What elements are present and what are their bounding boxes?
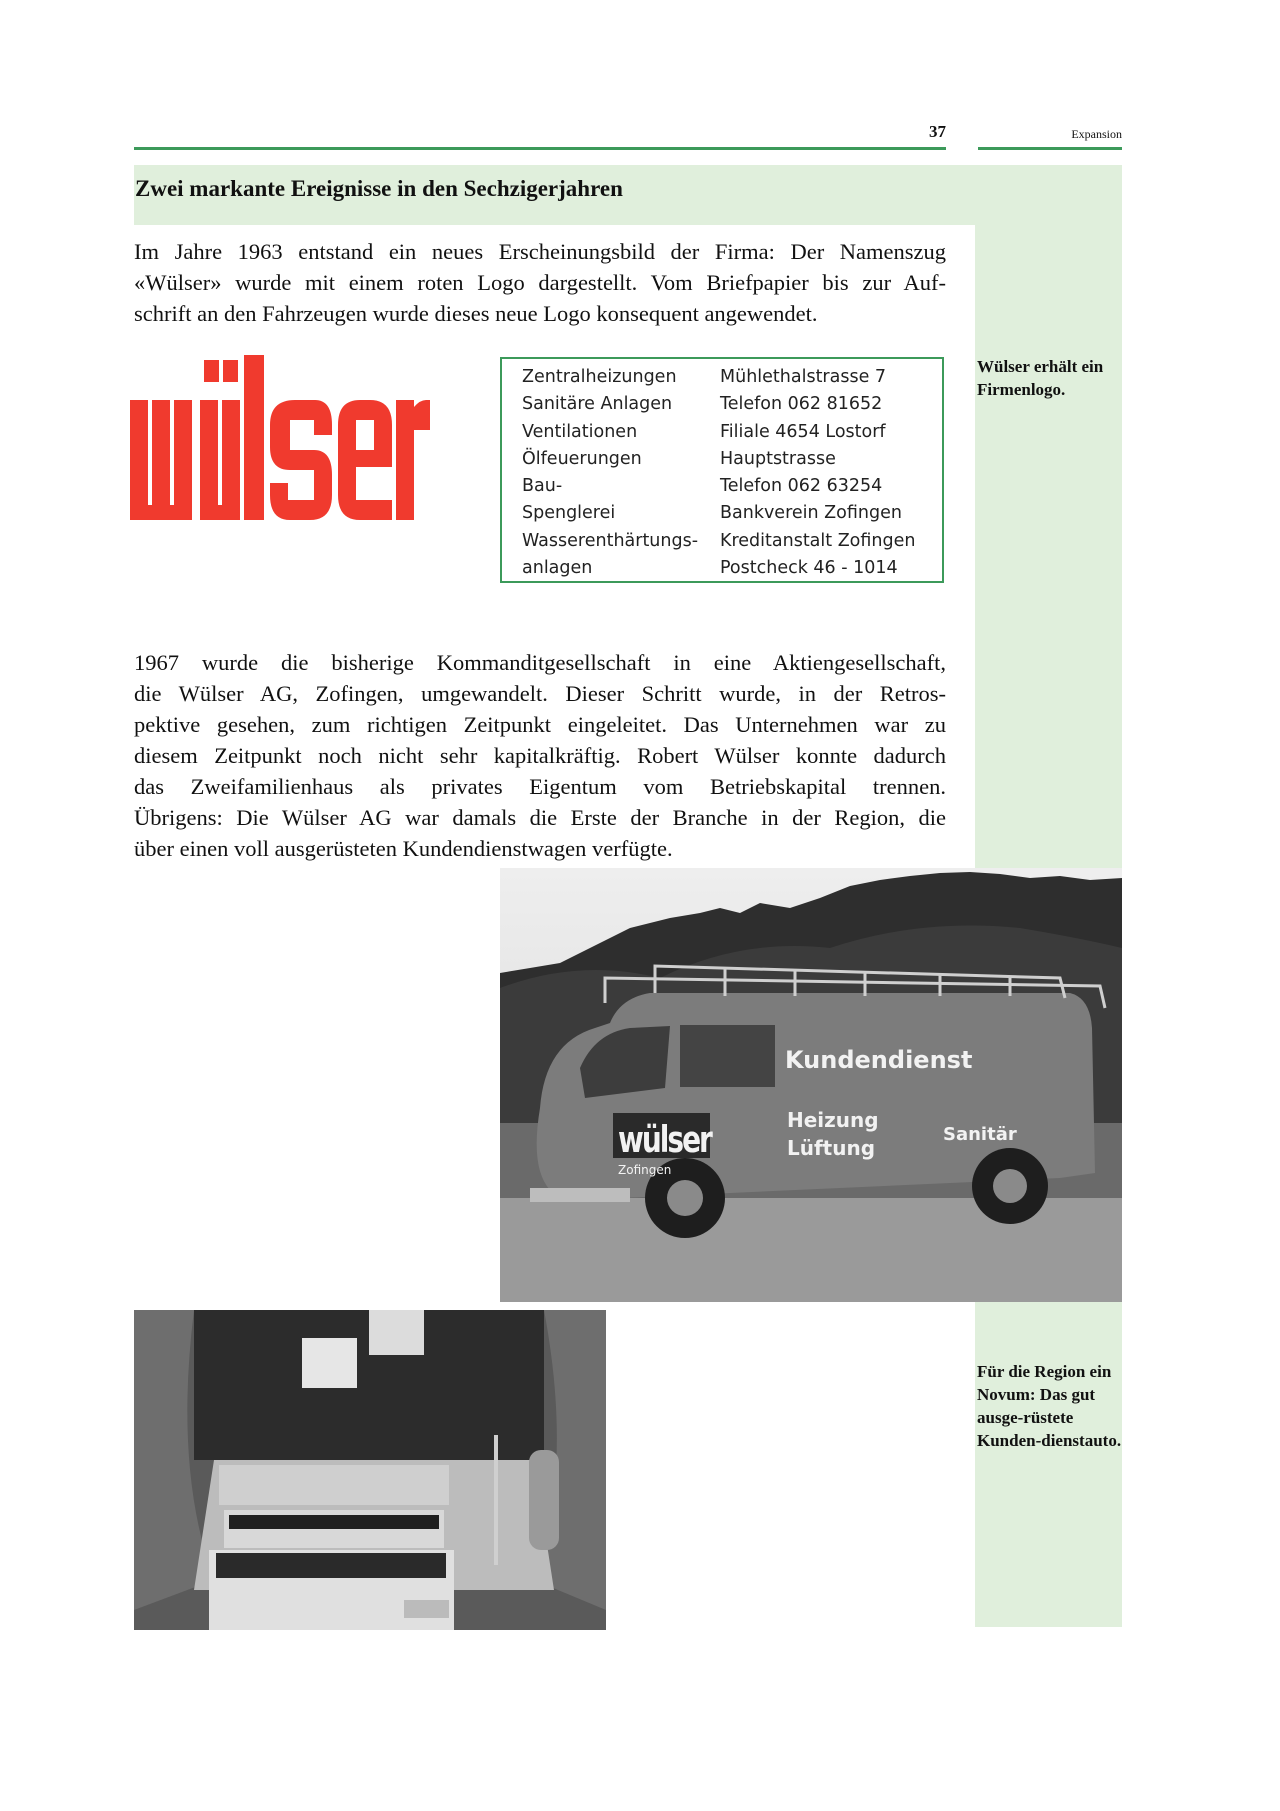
text-line: pektive gesehen, zum richtigen Zeitpunkt eingeleitet. Das Unternehmen war zu xyxy=(134,712,946,737)
service-item: anlagen xyxy=(522,558,593,579)
text-line: die Wülser AG, Zofingen, umgewandelt. Dieser Schritt wurde, in der Retros- xyxy=(134,681,946,706)
service-item: Ventilationen xyxy=(522,421,638,442)
text-line: Übrigens: Die Wülser AG war damals die Erste der Branche in der Region, die xyxy=(134,805,946,830)
text-line: diesem Zeitpunkt noch nicht sehr kapitalkräftig. Robert Wülser konnte dadurch xyxy=(134,743,946,768)
header-rule-side xyxy=(978,147,1122,150)
running-head: Expansion xyxy=(1071,127,1122,141)
service-item: Bau- xyxy=(522,476,563,497)
contact-item: Kreditanstalt Zofingen xyxy=(720,530,916,551)
contact-item: Filiale 4654 Lostorf xyxy=(720,421,886,442)
van-door-logo: wülser xyxy=(618,1118,711,1161)
contact-item: Bankverein Zofingen xyxy=(720,503,902,524)
contact-item: Telefon 062 81652 xyxy=(720,394,883,415)
van-door-subtitle: Zofingen xyxy=(618,1163,672,1177)
sidebar-band-top xyxy=(975,225,1122,868)
logo-graphic xyxy=(130,355,430,520)
letterhead-box xyxy=(500,357,944,583)
text-line: Im Jahre 1963 entstand ein neues Erscheinungsbild der Firma: Der Namenszug xyxy=(134,239,946,264)
service-item: Spenglerei xyxy=(522,503,616,524)
text-line: schrift an den Fahrzeugen wurde dieses neue Logo konsequent angewendet. xyxy=(134,301,818,326)
paragraph-intro xyxy=(134,236,946,329)
service-item: Ölfeuerungen xyxy=(522,448,642,469)
van-photo xyxy=(500,868,1122,1302)
contact-item: Mühlethalstrasse 7 xyxy=(720,367,887,387)
caption-logo: Wülser erhält ein Firmenlogo. xyxy=(977,357,1104,399)
contact-item: Postcheck 46 - 1014 xyxy=(720,558,898,579)
text-line: «Wülser» wurde mit einem roten Logo dargestellt. Vom Briefpapier bis zur Auf- xyxy=(134,270,946,295)
interior-photo-graphic xyxy=(134,1310,606,1630)
van-side-line-2: Lüftung xyxy=(787,1136,876,1160)
paragraph-ag xyxy=(134,647,946,864)
interior-photo xyxy=(134,1310,606,1630)
van-side-line-1: Heizung xyxy=(787,1108,879,1132)
van-side-right: Sanitär xyxy=(943,1124,1017,1145)
page-number: 37 xyxy=(929,122,946,141)
caption-van: Für die Region ein Novum: Das gut ausge-rüstete Kunden-dienstauto. xyxy=(977,1362,1122,1450)
text-line: über einen voll ausgerüsteten Kundendienstwagen verfügte. xyxy=(134,836,673,861)
sidebar-band-bottom xyxy=(975,1302,1122,1627)
contact-list xyxy=(720,364,915,582)
text-line: das Zweifamilienhaus als privates Eigentum vom Betriebskapital trennen. xyxy=(134,774,946,799)
contact-item: Hauptstrasse xyxy=(720,448,836,469)
wuelser-logo xyxy=(130,355,430,520)
van-side-heading: Kundendienst xyxy=(785,1046,973,1074)
contact-item: Telefon 062 63254 xyxy=(720,476,883,497)
section-title: Zwei markante Ereignisse in den Sechzigerjahren xyxy=(135,176,623,201)
service-item: Wasserenthärtungs- xyxy=(522,530,699,551)
services-list xyxy=(522,364,698,582)
service-item: Zentralheizungen xyxy=(522,367,677,387)
van-photo-graphic xyxy=(500,868,1122,1302)
service-item: Sanitäre Anlagen xyxy=(522,394,673,415)
header-rule xyxy=(134,147,946,150)
text-line: 1967 wurde die bisherige Kommanditgesellschaft in eine Aktiengesellschaft, xyxy=(134,650,946,675)
